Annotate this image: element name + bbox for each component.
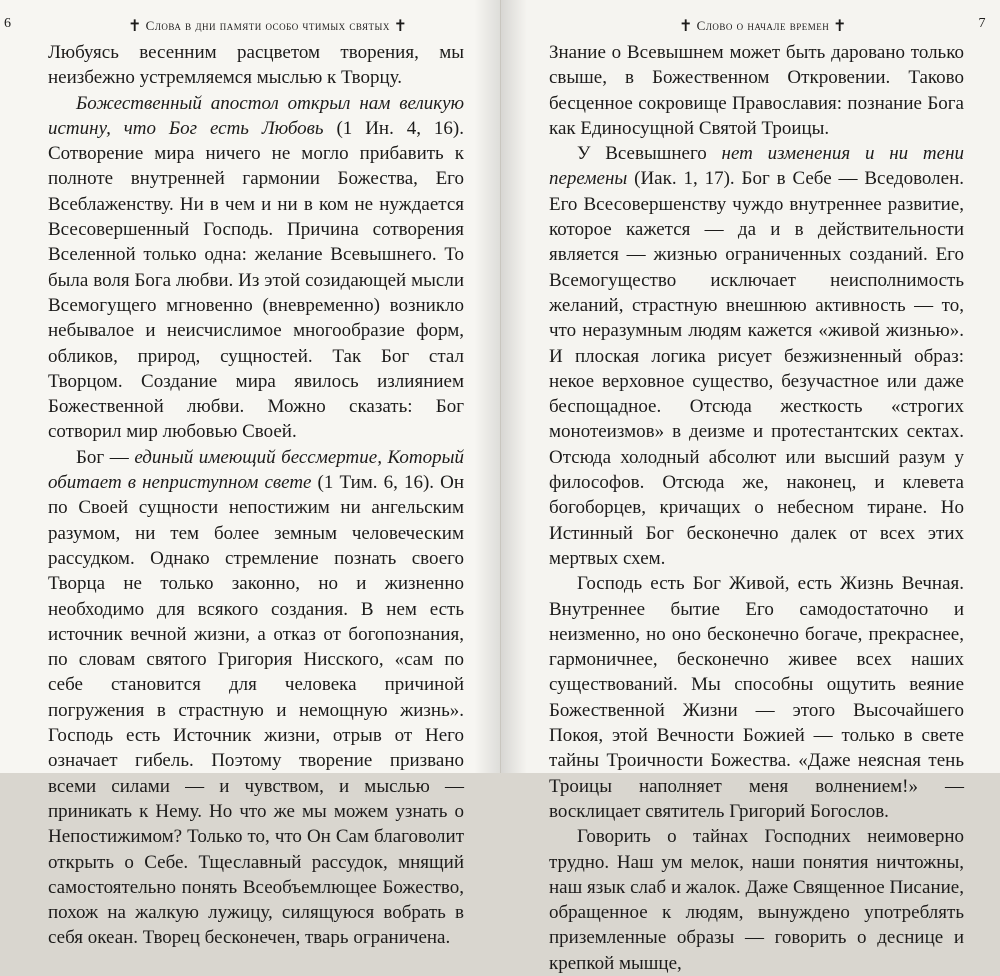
paragraph [549,141,964,571]
paragraph [48,445,464,951]
italic-quote: Божественный апостол открыл нам великую истину, что Бог есть Любовь [48,92,464,139]
left-page-header [4,0,464,40]
right-page [500,0,1000,974]
paragraph [549,40,964,141]
left-page-body [48,40,464,951]
gutter-shadow [474,0,500,773]
running-head-right [679,16,847,36]
right-page-body [549,40,964,976]
running-head-text: Слова в дни памяти особо чтимых святых [145,18,390,33]
text-run: Господь есть Бог Живой, есть Жизнь Вечная. Внутреннее бытие Его самодостаточно и неизменно, но оно бесконечно богаче, прекраснее, гармоничнее, бесконечно живее всех наших существований. Мы способны ощутить веяние Божественной Жизни — этого Высочайшего Покоя, этой Вечности Божией — только в свете тайны Троичности Божества. «Даже неясная тень Троицы наполняет меня волнением!» — восклицает святитель Григорий Богослов. [549,573,964,822]
paragraph [48,40,464,91]
italic-quote: нет изменения и ни тени перемены [549,143,965,190]
paragraph [549,824,964,976]
page-number-left: 6 [4,16,12,31]
running-head-text: Слово о начале времен [696,18,830,33]
text-run: Любуясь весенним расцветом творения, мы неизбежно устремляемся мыслью к Творцу. [48,42,464,89]
cross-ornament-icon: ✝ [393,18,408,35]
running-head-left [128,16,408,36]
paragraph [549,571,964,824]
paragraph [48,91,464,445]
left-page [0,0,500,949]
italic-quote: единый имеющий бессмертие, Который обитает в неприступном свете [48,446,465,494]
text-run: (1 Тим. 6, 16). Он по Своей сущности непостижим ни ангельским разумом, ни тем более земным человеческим рассудком. Однако стремление познать своего Творца не только законно, но и жизненно необходимо для всякого создания. В нем есть источник вечной жизни, а отказ от богопознания, по словам святого Григория Нисского, «сам по себе становится для человека причиной погружения в страстную и немощную жизнь». Господь есть Источник жизни, отрыв от Него означает гибель. Поэтому творение призвано всеми силами — и чувством, и мыслью — приникать к Нему. Но что же мы можем узнать о Непостижимом? Только то, что Он Сам благоволит открыть о Себе. Тщеславный рассудок, мнящий самостоятельно понять Всеобъемлющее Божество, похож на жалкую лужицу, силящуюся вобрать в себя океан. Творец бесконечен, тварь ограничена. [48,472,464,949]
cross-ornament-icon: ✝ [833,18,847,35]
cross-ornament-icon: ✝ [128,18,142,35]
right-page-header [549,0,986,40]
gutter-shadow [501,0,527,773]
text-run: У Всевышнего [577,143,722,165]
text-run: (Иак. 1, 17). Бог в Себе — Вседоволен. Его Всесовершенству чуждо внутреннее развитие, которое кажется — да и в действительности является — жизнью ограниченных созданий. Его Всемогущество исключает неисполнимость желаний, страстную внешнюю активность — то, что неразумным людям кажется «живой жизнью». И плоская логика рисует безжизненный образ: некое верховное существо, безучастное или даже беспощадное. Отсюда жесткость «строгих монотеизмов» в деизме и протестантских сектах. Отсюда холодный абсолют или высший разум у философов. Отсюда же, наконец, и клевета богоборцев, кричащих о небесном тиране. Но Истинный Бог бесконечно далек от всех этих мертвых схем. [549,168,964,569]
text-run: (1 Ин. 4, 16). Сотворение мира ничего не могло прибавить к полноте внутренней гармонии Божества, Его Всеблаженству. Ни в чем и ни в ком не нуждается Всесовершенный Господь. Причина сотворения Вселенной только одна: желание Всевышнего. То была воля Бога любви. Из этой созидающей мысли Всемогущего мгновенно (вневременно) возникло небывалое и неисчислимое многообразие форм, обликов, природ, сущностей. Так Бог стал Творцом. Создание мира явилось излиянием Божественной любви. Можно сказать: Бог сотворил мир любовью Своей. [48,117,464,443]
page-number-right: 7 [978,16,986,31]
text-run: Знание о Всевышнем может быть даровано только свыше, в Божественном Откровении. Таково бесценное сокровище Православия: познание Бога как Единосущной Святой Троицы. [549,42,964,139]
text-run: Говорить о тайнах Господних неимоверно трудно. Наш ум мелок, наши понятия ничтожны, наш язык слаб и жалок. Даже Священное Писание, обращенное к людям, вынуждено употреблять приземленные образы — говорить о деснице и крепкой мышце, [549,826,964,974]
cross-ornament-icon: ✝ [679,18,693,35]
text-run: Бог — [76,446,135,468]
